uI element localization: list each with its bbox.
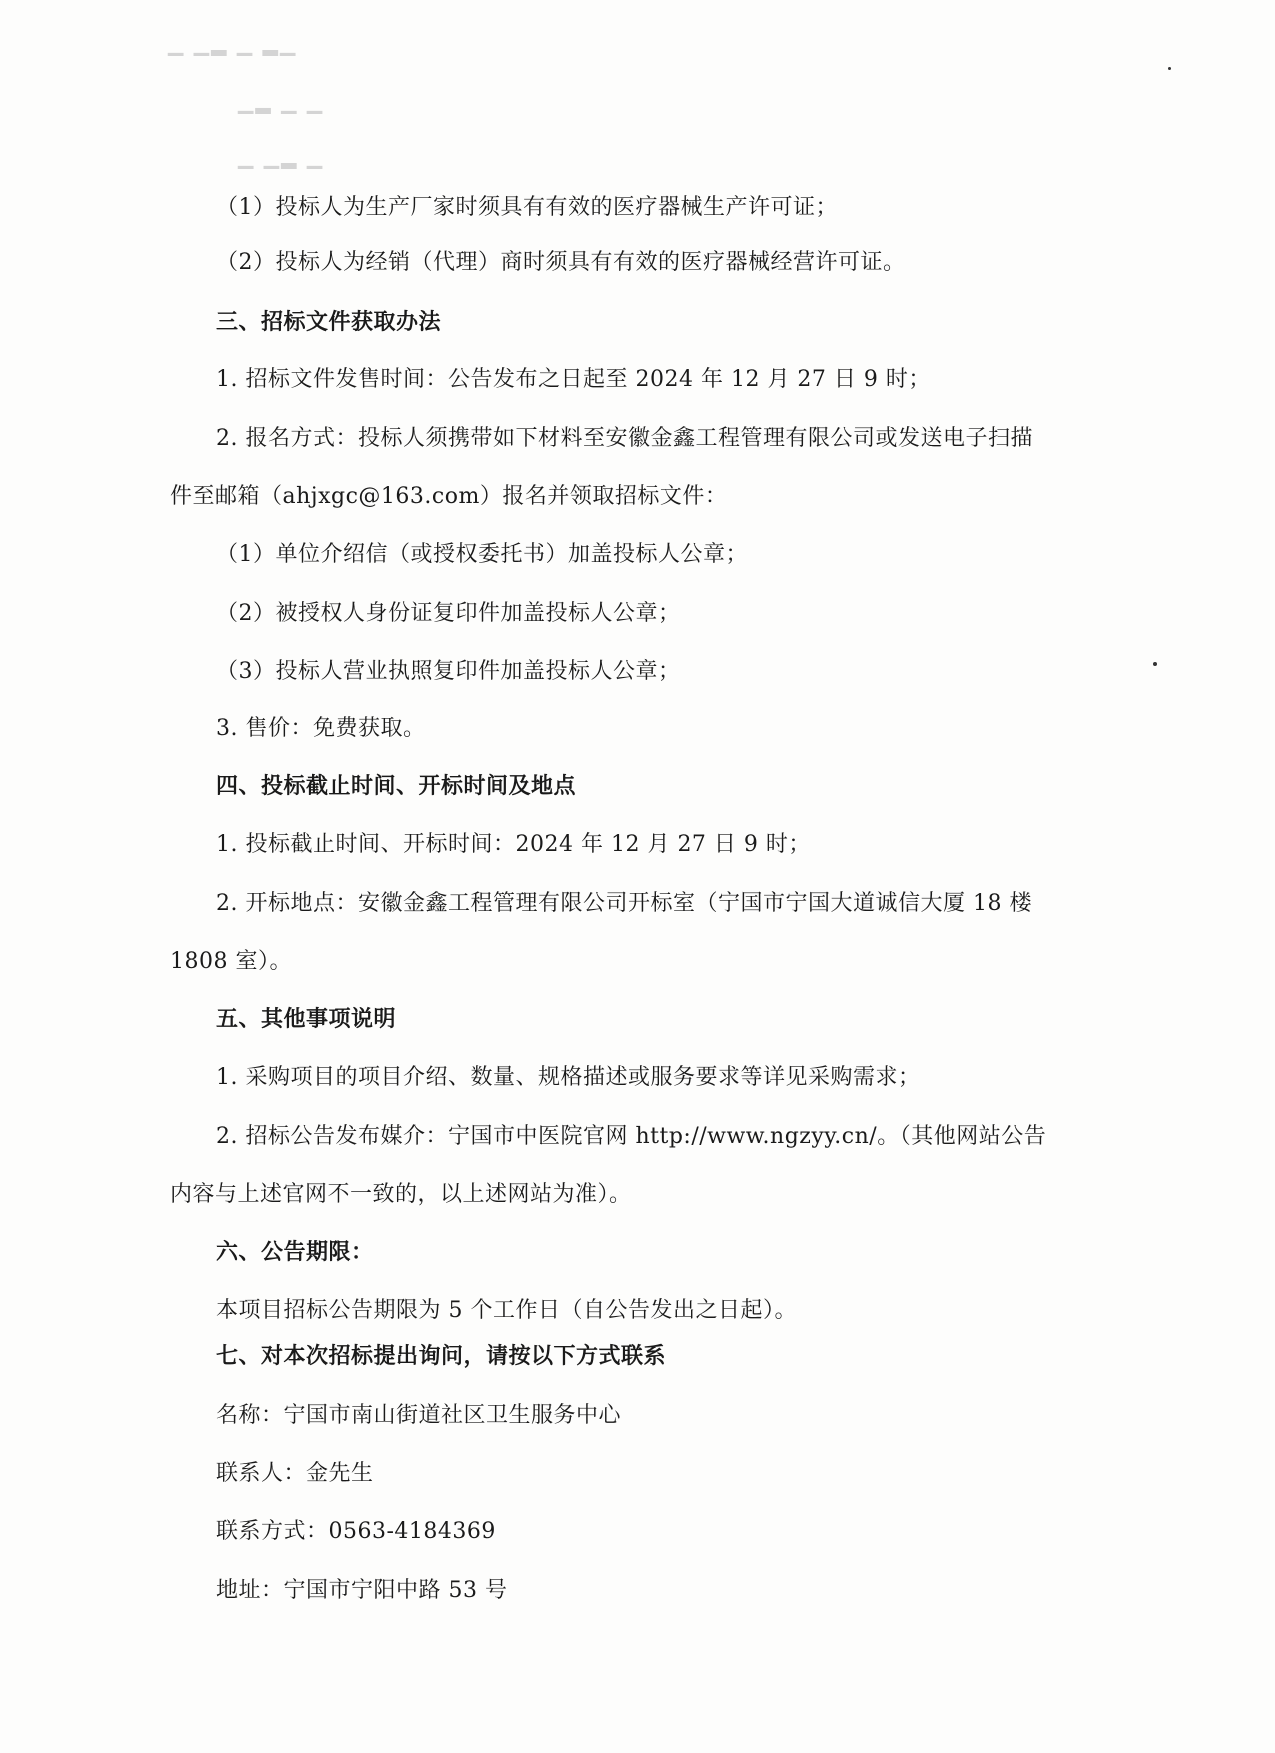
text-line: 2. 报名方式：投标人须携带如下材料至安徽金鑫工程管理有限公司或发送电子扫描 [216,426,1033,451]
show-through-artifact: ▁ ▁▂ ▁ [238,145,325,169]
section-heading-5: 五、其他事项说明 [216,1007,397,1032]
text-line: （2）被授权人身份证复印件加盖投标人公章； [216,601,681,626]
contact-address: 地址：宁国市宁阳中路 53 号 [216,1578,508,1603]
scan-speck [1153,662,1157,666]
text-line: 1. 采购项目的项目介绍、数量、规格描述或服务要求等详见采购需求； [216,1065,921,1090]
text-line: （2）投标人为经销（代理）商时须具有有效的医疗器械经营许可证。 [216,250,906,275]
text-line: （1）投标人为生产厂家时须具有有效的医疗器械生产许可证； [216,195,838,220]
text-line: 件至邮箱（ahjxgc@163.com）报名并领取招标文件： [170,484,728,509]
text-line: 本项目招标公告期限为 5 个工作日（自公告发出之日起）。 [216,1298,797,1323]
text-line: 2. 开标地点：安徽金鑫工程管理有限公司开标室（宁国市宁国大道诚信大厦 18 楼 [216,891,1032,916]
text-line: 1. 招标文件发售时间：公告发布之日起至 2024 年 12 月 27 日 9 时； [216,367,931,392]
scan-speck [1168,67,1171,70]
text-line: 2. 招标公告发布媒介：宁国市中医院官网 http://www.ngzyy.cn/。（其他网站公告 [216,1124,1047,1149]
contact-person: 联系人：金先生 [216,1461,374,1486]
section-heading-7: 七、对本次招标提出询问，请按以下方式联系 [216,1344,667,1369]
section-heading-3: 三、招标文件获取办法 [216,310,442,335]
text-line: 3. 售价：免费获取。 [216,716,426,741]
show-through-artifact: ▁▂ ▁ ▁ [238,90,325,114]
text-line: （1）单位介绍信（或授权委托书）加盖投标人公章； [216,542,748,567]
contact-phone: 联系方式：0563-4184369 [216,1519,496,1544]
section-heading-6: 六、公告期限： [216,1240,374,1265]
text-line: 1808 室）。 [170,949,292,974]
text-line: 1. 投标截止时间、开标时间：2024 年 12 月 27 日 9 时； [216,832,811,857]
show-through-artifact: ▁ ▁▂ ▁ ▂▁ [168,32,298,56]
text-line: 内容与上述官网不一致的，以上述网站为准）。 [170,1182,632,1207]
contact-name: 名称：宁国市南山街道社区卫生服务中心 [216,1403,622,1428]
section-heading-4: 四、投标截止时间、开标时间及地点 [216,774,577,799]
text-line: （3）投标人营业执照复印件加盖投标人公章； [216,659,681,684]
